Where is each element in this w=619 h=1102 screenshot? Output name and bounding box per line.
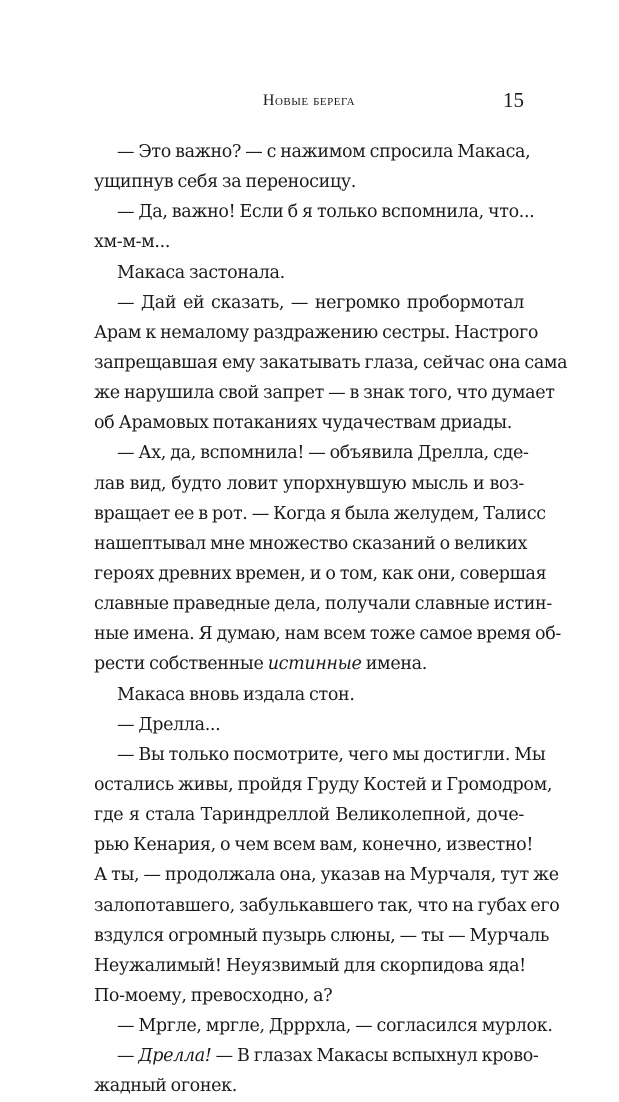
text-line (94, 469, 524, 499)
text-span: — (117, 1046, 139, 1067)
text-line (94, 227, 524, 257)
text-line (94, 559, 547, 589)
text-span: — Дай ей сказать, — негромко пробормотал (117, 292, 524, 313)
text-span: вращает ее в рот. — Когда я была желудем, Талисс (94, 503, 546, 524)
text-span: А ты, — продолжала она, указав на Мурчаля, тут же (94, 865, 559, 886)
text-span: Неужалимый! Неуязвимый для скорпидова яда! (94, 955, 526, 976)
text-span: где я стала Тариндреллой Великолепной, доче- (94, 805, 524, 826)
page-header (94, 88, 524, 118)
page-number: 15 (503, 88, 524, 112)
text-span: об Арамовых потаканиях чудачествам дриады. (94, 413, 512, 434)
text-line (94, 800, 524, 830)
text-span: же нарушила свой запрет — в знак того, что думает (94, 383, 555, 404)
text-span: имена. (361, 654, 427, 675)
text-span: рести собственные (94, 654, 268, 675)
text-line (94, 318, 539, 348)
text-line (94, 981, 524, 1011)
text-line (94, 288, 524, 318)
text-line (94, 770, 553, 800)
text-span: рью Кенария, о чем всем вам, конечно, известно! (94, 835, 534, 856)
text-span: — Мргле, мргле, Дрррхла, — согласился мурлок. (117, 1016, 553, 1037)
text-span: хм-м-м... (94, 232, 171, 253)
text-line (94, 860, 559, 890)
text-span: героях древних времен, и о том, как они, совершая (94, 563, 547, 584)
text-line (94, 378, 555, 408)
text-line (94, 589, 552, 619)
text-line (94, 619, 561, 649)
text-span: залопотавшего, забулькавшего так, что на губах его (94, 895, 560, 916)
text-span: славные праведные дела, получали славные истин- (94, 594, 552, 615)
text-span: — В глазах Макасы вспыхнул крово- (211, 1046, 539, 1067)
italic-text: Дрелла! (138, 1046, 212, 1067)
text-line (94, 1071, 524, 1101)
text-line (94, 167, 524, 197)
text-span: ные имена. Я думаю, нам всем тоже самое время об- (94, 624, 561, 645)
text-span: — Да, важно! Если б я только вспомнила, что... (117, 202, 535, 223)
text-span: Макаса вновь издала стон. (117, 684, 355, 705)
text-line (94, 1041, 539, 1071)
text-line (94, 438, 529, 468)
text-line (94, 1011, 553, 1041)
text-line (94, 137, 531, 167)
text-line (94, 830, 534, 860)
text-span: лав вид, будто ловит упорхнувшую мысль и воз- (94, 473, 524, 494)
running-title: Новые берега (262, 92, 356, 109)
text-line (94, 499, 546, 529)
text-line (94, 740, 546, 770)
text-line (94, 258, 524, 288)
text-span: По-моему, превосходно, а? (94, 985, 333, 1006)
body-text (94, 137, 568, 1102)
text-span: жадный огонек. (94, 1076, 237, 1097)
text-line (94, 921, 550, 951)
text-span: вздулся огромный пузырь слюны, — ты — Мурчаль (94, 925, 550, 946)
text-line (94, 710, 524, 740)
text-line (94, 408, 524, 438)
text-span: запрещавшая ему закатывать глаза, сейчас она сама (94, 352, 568, 373)
text-span: — Вы только посмотрите, чего мы достигли. Мы (117, 744, 546, 765)
text-span: ущипнув себя за переносицу. (94, 172, 357, 193)
text-line (94, 680, 524, 710)
italic-text: истинные (267, 654, 362, 675)
text-line (94, 529, 528, 559)
text-line (94, 951, 524, 981)
text-line (94, 649, 524, 679)
text-span: Арам к немалому раздражению сестры. Настрого (94, 322, 539, 343)
text-line (94, 891, 560, 921)
text-span: Макаса застонала. (117, 262, 285, 283)
text-line (94, 197, 535, 227)
text-span: — Дрелла... (117, 714, 221, 735)
text-line (94, 348, 568, 378)
text-span: — Ах, да, вспомнила! — объявила Дрелла, сде- (117, 443, 529, 464)
text-span: нашептывал мне множество сказаний о великих (94, 533, 528, 554)
text-span: остались живы, пройдя Груду Костей и Громодром, (94, 774, 553, 795)
text-span: — Это важно? — с нажимом спросила Макаса, (117, 142, 531, 162)
